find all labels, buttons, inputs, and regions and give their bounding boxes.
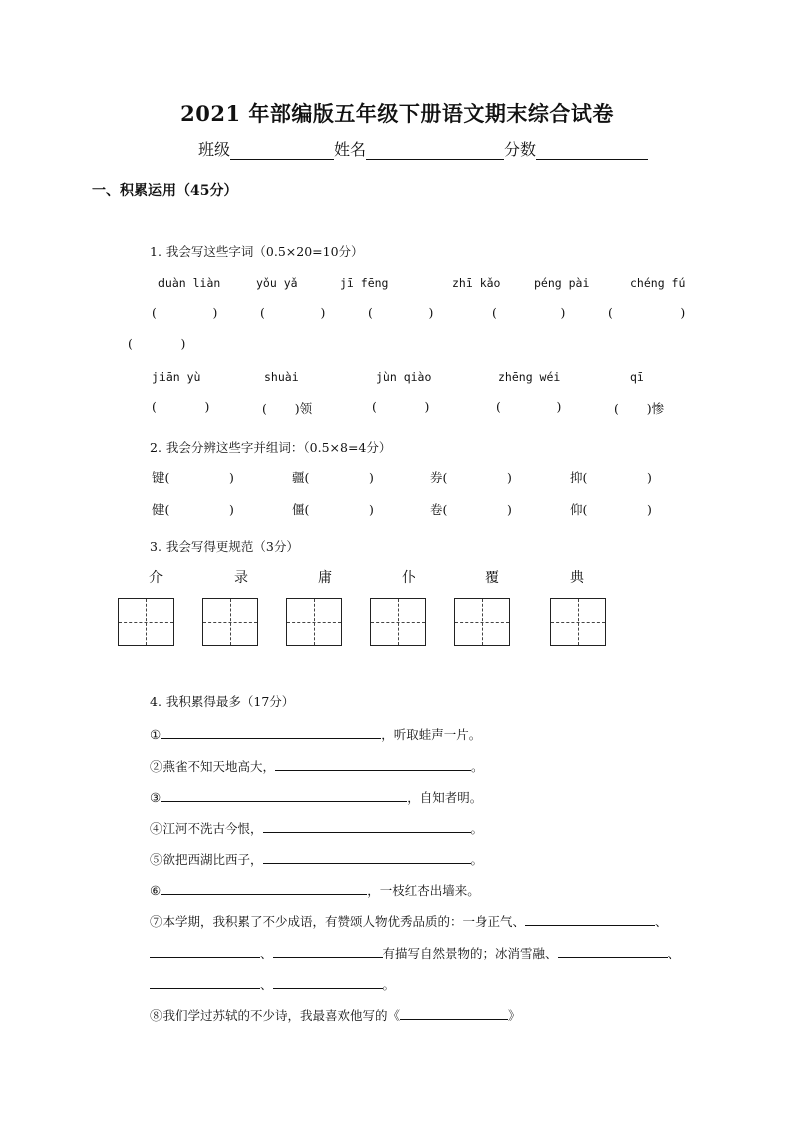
model-char: 典	[570, 570, 584, 586]
answer-blank[interactable]	[161, 787, 407, 802]
fill-line-9: 、 。	[150, 974, 395, 993]
char-group[interactable]: 疆( )	[292, 470, 374, 485]
pinyin: jī fēng	[340, 276, 389, 290]
answer-blank[interactable]	[263, 849, 471, 864]
writing-grid-box[interactable]	[550, 598, 606, 646]
fill-line-5: ⑤欲把西湖比西子， 。	[150, 849, 483, 868]
answer-paren[interactable]: ( )	[152, 399, 210, 414]
suffix-char: 惨	[651, 401, 665, 416]
pinyin: zhēng wéi	[498, 370, 561, 384]
char-group[interactable]: 僵( )	[292, 502, 374, 517]
char-group[interactable]: 键( )	[152, 470, 234, 485]
char-group[interactable]: 健( )	[152, 502, 234, 517]
name-blank[interactable]	[366, 141, 504, 160]
pinyin: jiān yù	[152, 370, 201, 384]
fill-line-6: ⑥ ，一枝红杏出墙来。	[150, 880, 480, 899]
answer-blank[interactable]	[525, 911, 655, 926]
fill-line-3: ③ ，自知者明。	[150, 787, 482, 806]
writing-grid-box[interactable]	[370, 598, 426, 646]
pinyin: qī	[630, 370, 644, 384]
model-char: 覆	[485, 570, 499, 586]
question-2-title: 2. 我会分辨这些字并组词：（0.5×8=4分）	[150, 440, 392, 455]
class-blank[interactable]	[230, 141, 334, 160]
fill-line-10: ⑧我们学过苏轼的不少诗，我最喜欢他写的《 》	[150, 1005, 521, 1024]
section-heading: 一、积累运用（45分）	[92, 183, 238, 199]
answer-blank[interactable]	[273, 974, 383, 989]
question-1-title: 1. 我会写这些字词（0.5×20=10分）	[150, 244, 364, 259]
page-title: 2021 年部编版五年级下册语文期末综合试卷	[180, 101, 614, 126]
char-group[interactable]: 抑( )	[570, 470, 652, 485]
question-4-title: 4. 我积累得最多（17分）	[150, 694, 295, 709]
question-3-title: 3. 我会写得更规范（3分）	[150, 539, 299, 554]
writing-grid-box[interactable]	[202, 598, 258, 646]
fill-line-1: ① ，听取蛙声一片。	[150, 724, 481, 743]
answer-paren[interactable]: ( )	[128, 336, 186, 351]
answer-paren[interactable]: ( )	[152, 305, 218, 320]
answer-paren[interactable]: ( )	[368, 305, 434, 320]
suffix-char: 领	[299, 401, 313, 416]
answer-blank[interactable]	[150, 943, 260, 958]
name-label: 姓名	[334, 140, 367, 159]
answer-blank[interactable]	[161, 880, 367, 895]
pinyin: shuài	[264, 370, 299, 384]
student-info-line	[198, 137, 648, 160]
answer-paren[interactable]: ( )	[496, 399, 562, 414]
fill-line-7: ⑦本学期，我积累了不少成语，有赞颂人物优秀品质的：一身正气、 、	[150, 911, 668, 930]
score-label: 分数	[504, 140, 537, 159]
answer-paren[interactable]: ( )	[608, 305, 686, 320]
writing-grid-box[interactable]	[118, 598, 174, 646]
model-char: 录	[234, 570, 248, 586]
model-char: 仆	[402, 570, 416, 586]
answer-paren[interactable]: ( )	[372, 399, 430, 414]
answer-blank[interactable]	[275, 756, 471, 771]
class-label: 班级	[198, 140, 231, 159]
fill-line-4: ④江河不洗古今恨， 。	[150, 818, 483, 837]
pinyin: jùn qiào	[376, 370, 432, 384]
answer-paren[interactable]: ( )	[492, 305, 566, 320]
pinyin: duàn liàn	[158, 276, 221, 290]
char-group[interactable]: 仰( )	[570, 502, 652, 517]
fill-line-2: ②燕雀不知天地高大， 。	[150, 756, 484, 775]
pinyin: zhī kǎo	[452, 276, 501, 290]
answer-blank[interactable]	[161, 724, 381, 739]
model-char: 介	[149, 570, 163, 586]
answer-blank[interactable]	[150, 974, 260, 989]
answer-paren[interactable]: ( )惨	[614, 401, 665, 416]
char-group[interactable]: 卷( )	[430, 502, 512, 517]
answer-blank[interactable]	[558, 943, 668, 958]
model-char: 庸	[318, 570, 332, 586]
writing-grid-box[interactable]	[286, 598, 342, 646]
answer-blank[interactable]	[400, 1005, 508, 1020]
answer-blank[interactable]	[263, 818, 471, 833]
pinyin: chéng fú	[630, 276, 686, 290]
answer-paren[interactable]: ( )	[260, 305, 326, 320]
char-group[interactable]: 券( )	[430, 470, 512, 485]
fill-line-8: 、 有描写自然景物的；冰消雪融、 、	[150, 943, 680, 962]
answer-blank[interactable]	[273, 943, 383, 958]
answer-paren[interactable]: ( )领	[262, 401, 313, 416]
writing-grid-box[interactable]	[454, 598, 510, 646]
pinyin: péng pài	[534, 276, 590, 290]
pinyin: yǒu yǎ	[256, 276, 298, 290]
score-blank[interactable]	[536, 141, 648, 160]
